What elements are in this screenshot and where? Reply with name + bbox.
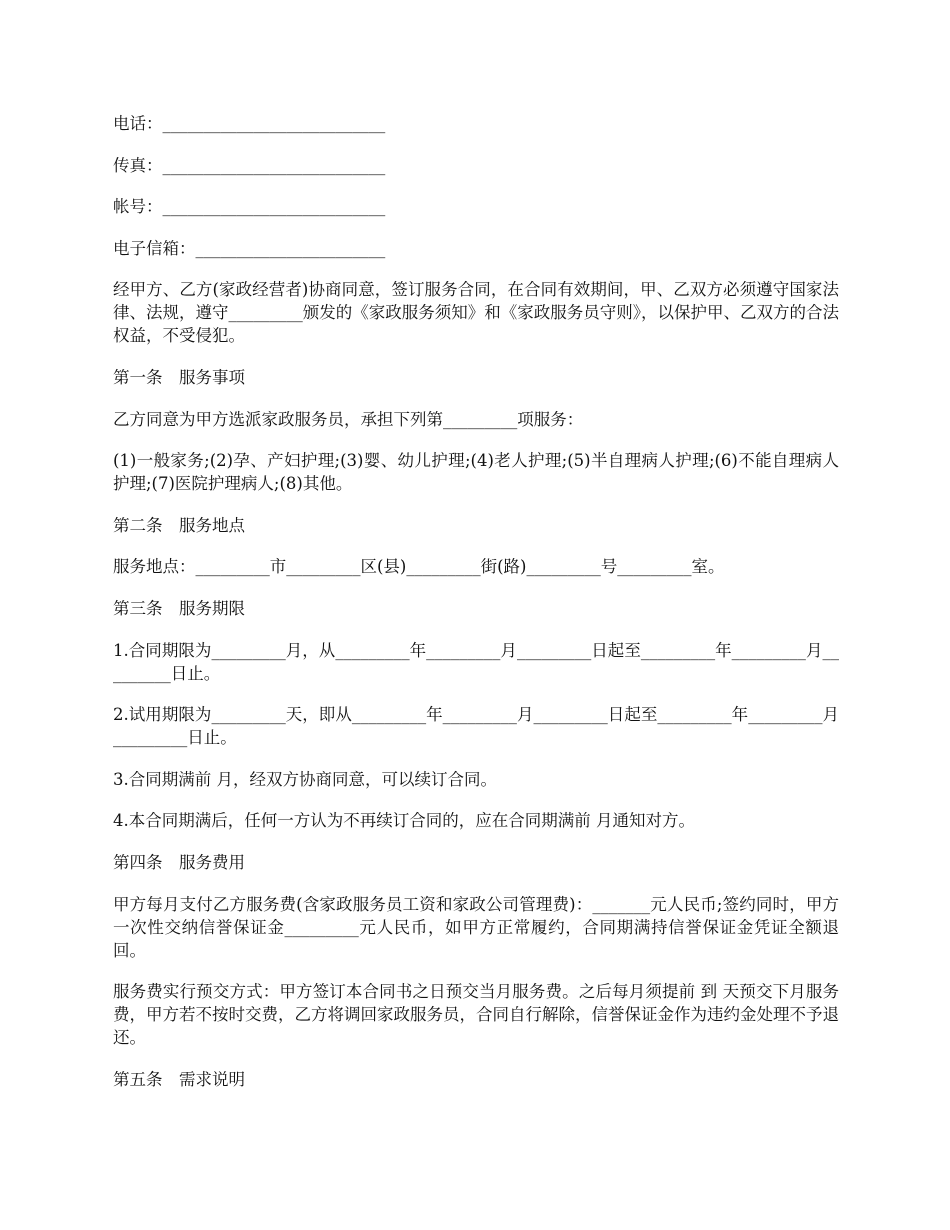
article1-items: (1)一般家务;(2)孕、产妇护理;(3)婴、幼儿护理;(4)老人护理;(5)半自理病人护理;(6)不能自理病人护理;(7)医院护理病人;(8)其他。	[113, 451, 839, 494]
article3-item1: 1.合同期限为_________月，从_________年_________月_________日起至_________年_________月_________日止。	[113, 640, 839, 683]
article3-heading: 第三条 服务期限	[113, 598, 245, 618]
article2-text: 服务地点：_________市_________区(县)_________街(路)_________号_________室。	[113, 557, 725, 577]
phone-field: 电话：___________________________	[113, 114, 386, 133]
intro-paragraph: 经甲方、乙方(家政经营者)协商同意，签订服务合同，在合同有效期间，甲、乙双方必须遵守国家法律、法规，遵守_________颁发的《家政服务须知》和《家政服务员守则》，以保护甲、乙双方的合法权益，不受侵犯。	[113, 280, 839, 346]
article3-item2: 2.试用期限为_________天，即从_________年_________月_________日起至_________年_________月_________日止。	[113, 705, 839, 748]
article3-item4: 4.本合同期满后，任何一方认为不再续订合同的，应在合同期满前 月通知对方。	[113, 811, 695, 831]
article1-text: 乙方同意为甲方选派家政服务员，承担下列第_________项服务：	[113, 409, 584, 429]
article4-text2: 服务费实行预交方式：甲方签订本合同书之日预交当月服务费。之后每月须提前 到 天预交下月服务费，甲方若不按时交费，乙方将调回家政服务员，合同自行解除，信誉保证金作为违约金处理不予退还。	[113, 982, 839, 1048]
article1-heading: 第一条 服务事项	[113, 367, 245, 387]
email-field: 电子信箱：_______________________	[113, 238, 386, 258]
account-field: 帐号：___________________________	[113, 197, 386, 217]
article2-heading: 第二条 服务地点	[113, 515, 245, 535]
article3-item3: 3.合同期满前 月，经双方协商同意，可以续订合同。	[113, 769, 497, 789]
contract-page	[113, 112, 839, 1109]
fax-field: 传真：___________________________	[113, 155, 386, 175]
article4-heading: 第四条 服务费用	[113, 852, 245, 872]
article5-heading: 第五条 需求说明	[113, 1069, 245, 1089]
article4-text1: 甲方每月支付乙方服务费(含家政服务员工资和家政公司管理费)：_______元人民币;签约同时，甲方一次性交纳信誉保证金_________元人民币，如甲方正常履约，合同期满持信誉保证金凭证全额退回。	[113, 894, 839, 960]
